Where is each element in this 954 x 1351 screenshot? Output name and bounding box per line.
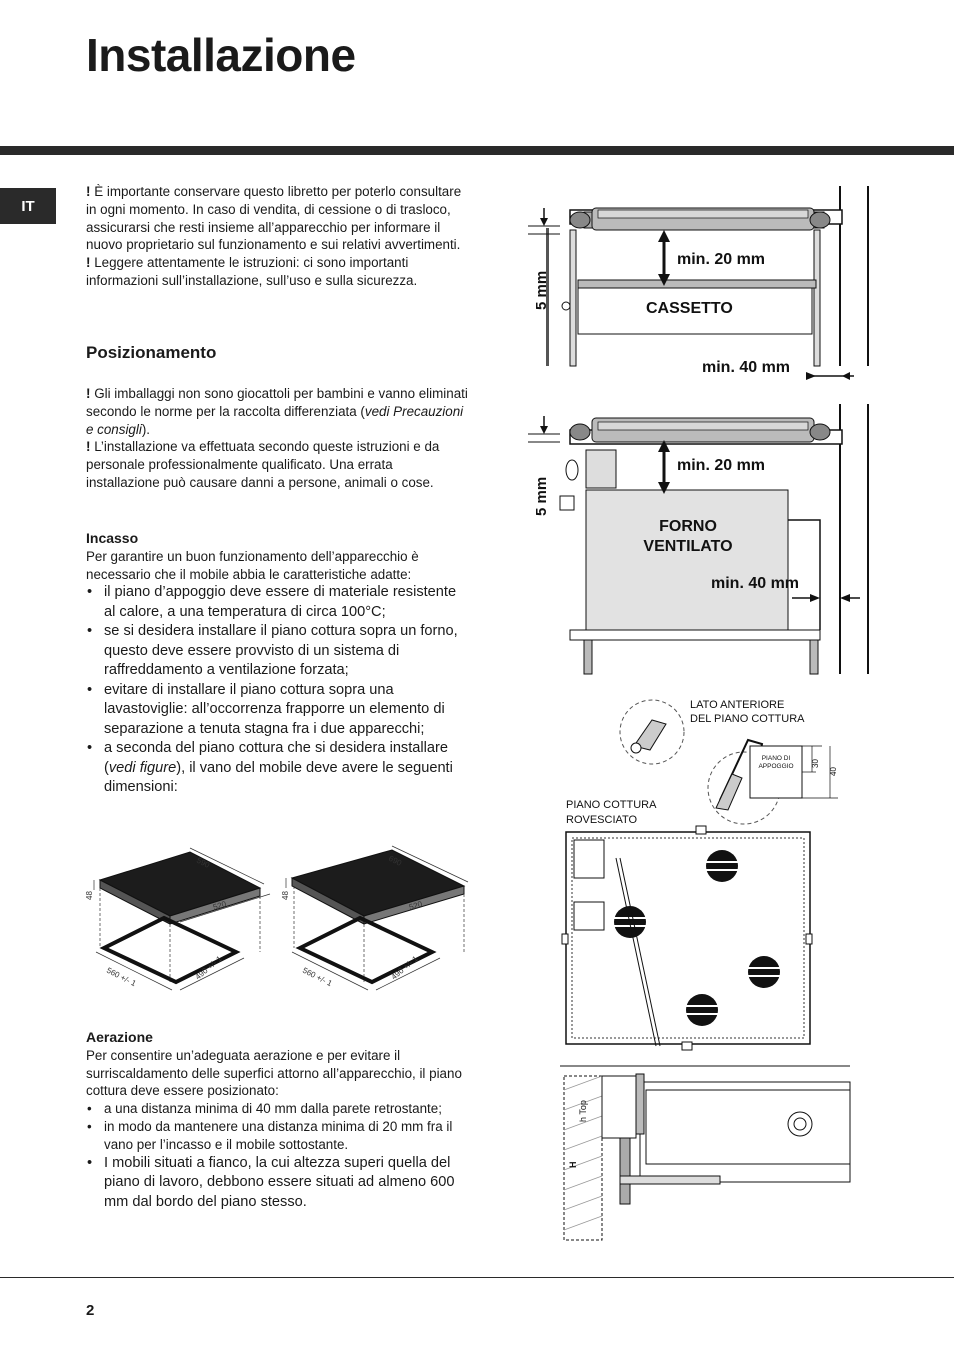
intro-paragraph-1: È importante conservare questo libretto per poterlo consultare in ogni momento. In caso di vendita, di cessione o di trasloco, assicurarsi che resti insieme all’apparecchio per informare il nuovo proprietario sul funzionamento e sui relativi avvertimenti.: [86, 184, 462, 253]
dim-depth-left: 520: [211, 899, 228, 912]
positioning-block: [86, 385, 468, 492]
footer-rule: [0, 1277, 954, 1278]
dim-height-left: 48: [85, 891, 94, 900]
drawer-label: CASSETTO: [646, 300, 733, 317]
hob-bracket-diagram: [560, 690, 850, 1246]
support-label-line2: APPOGGIO: [758, 763, 794, 770]
drawer-gap-back-label: min. 40 mm: [702, 359, 791, 376]
warning-mark: !: [86, 255, 91, 271]
dim-cut-depth-left: 490 +/- 1: [193, 954, 224, 982]
oven-clearance-diagram: [524, 404, 864, 674]
front-side-label-line1: LATO ANTERIORE: [690, 699, 785, 711]
list-item: • se si desidera installare il piano cottura sopra un forno, questo deve essere provvisto di un sistema di raffreddamento a ventilazione forzata;: [86, 622, 468, 681]
list-item: • evitare di installare il piano cottura sopra una lavastoviglie: all’occorrenza frapporre un elemento di separazione a tenuta stagna fra i due apparecchi;: [86, 681, 468, 740]
incasso-intro: Per garantire un buon funzionamento dell’apparecchio è necessario che il mobile abbia le caratteristiche adatte:: [86, 548, 419, 582]
list-item: • I mobili situati a fianco, la cui altezza superi quella del piano di lavoro, debbono essere situati ad almeno 600 mm dal bordo del piano stesso.: [86, 1154, 468, 1213]
list-item: • a una distanza minima di 40 mm dalla parete retrostante;: [86, 1100, 468, 1118]
drawer-gap-top-label: min. 20 mm: [677, 251, 766, 268]
list-item: • a seconda del piano cottura che si desidera installare (vedi figure), il vano del mobile deve avere le seguenti dimensioni:: [86, 739, 468, 798]
page-title: Installazione: [86, 29, 356, 81]
dim-height-right: 48: [281, 891, 290, 900]
hob-690-figure: [281, 846, 468, 990]
oven-gap-top-label: min. 20 mm: [677, 457, 766, 474]
dim-40: 40: [829, 767, 838, 776]
dim-30: 30: [811, 759, 820, 768]
drawer-gap-side-label: 5 mm: [533, 270, 550, 310]
aerazione-block: [86, 1029, 468, 1212]
warning-mark: !: [86, 439, 91, 455]
aerazione-intro: Per consentire un’adeguata aerazione e per evitare il surriscaldamento delle superfici attorno all’apparecchio, il piano cottura deve essere posizionato:: [86, 1047, 462, 1099]
warning-mark: !: [86, 184, 91, 199]
cutout-dimension-figures: [86, 848, 476, 1008]
figures-reference: vedi figure: [108, 759, 177, 776]
drawer-clearance-diagram: [524, 180, 864, 380]
hob-590-figure: [85, 848, 270, 990]
dim-depth-right: 520: [407, 899, 424, 912]
language-tab: IT: [0, 188, 56, 224]
inverted-hob-label-line2: ROVESCIATO: [566, 814, 638, 826]
incasso-heading: Incasso: [86, 530, 139, 546]
oven-label-line2: VENTILATO: [643, 538, 733, 555]
page-number: 2: [86, 1302, 95, 1319]
list-item: • il piano d’appoggio deve essere di materiale resistente al calore, a una temperatura di circa 100°C;: [86, 583, 468, 622]
list-item: • in modo da mantenere una distanza minima di 20 mm fra il vano per l’incasso e il mobile sottostante.: [86, 1118, 468, 1154]
dim-cut-width-left: 560 +/- 1: [105, 965, 138, 989]
incasso-block: [86, 530, 468, 798]
oven-gap-side-label: 5 mm: [533, 476, 550, 516]
dim-cut-depth-right: 490 +/- 1: [389, 954, 420, 982]
h-top-label: h Top: [578, 1100, 588, 1122]
incasso-list: [86, 583, 468, 798]
dim-cut-width-right: 560 +/- 1: [301, 965, 334, 989]
header-rule: [0, 146, 954, 155]
precautions-reference: vedi Precauzioni e consigli: [86, 403, 464, 437]
dim-width-right: 690: [387, 853, 404, 868]
intro-block: [86, 183, 466, 290]
warning-mark: !: [86, 386, 91, 401]
inverted-hob-label-line1: PIANO COTTURA: [566, 799, 657, 811]
intro-paragraph-2: Leggere attentamente le istruzioni: ci sono importanti informazioni sull’installazione, sull’uso e sulla sicurezza.: [86, 255, 418, 288]
h-label: H: [568, 1161, 578, 1168]
positioning-paragraph-1a: Gli imballaggi non sono giocattoli per bambini e vanno eliminati secondo le norme per la raccolta differenziata (: [86, 386, 468, 419]
dim-width-left: 590: [195, 855, 212, 870]
positioning-heading: Posizionamento: [86, 343, 217, 362]
oven-gap-back-label: min. 40 mm: [711, 575, 800, 592]
positioning-paragraph-1b: ).: [141, 421, 151, 437]
aerazione-list: [86, 1100, 468, 1212]
support-label-line1: PIANO DI: [761, 755, 791, 762]
front-side-label-line2: DEL PIANO COTTURA: [690, 713, 805, 725]
positioning-paragraph-2: L’installazione va effettuata secondo queste istruzioni e da personale professionalmente qualificato. Una errata installazione può causare danni a persone, animali o cose.: [86, 439, 440, 490]
oven-label-line1: FORNO: [659, 518, 717, 535]
aerazione-heading: Aerazione: [86, 1029, 153, 1045]
